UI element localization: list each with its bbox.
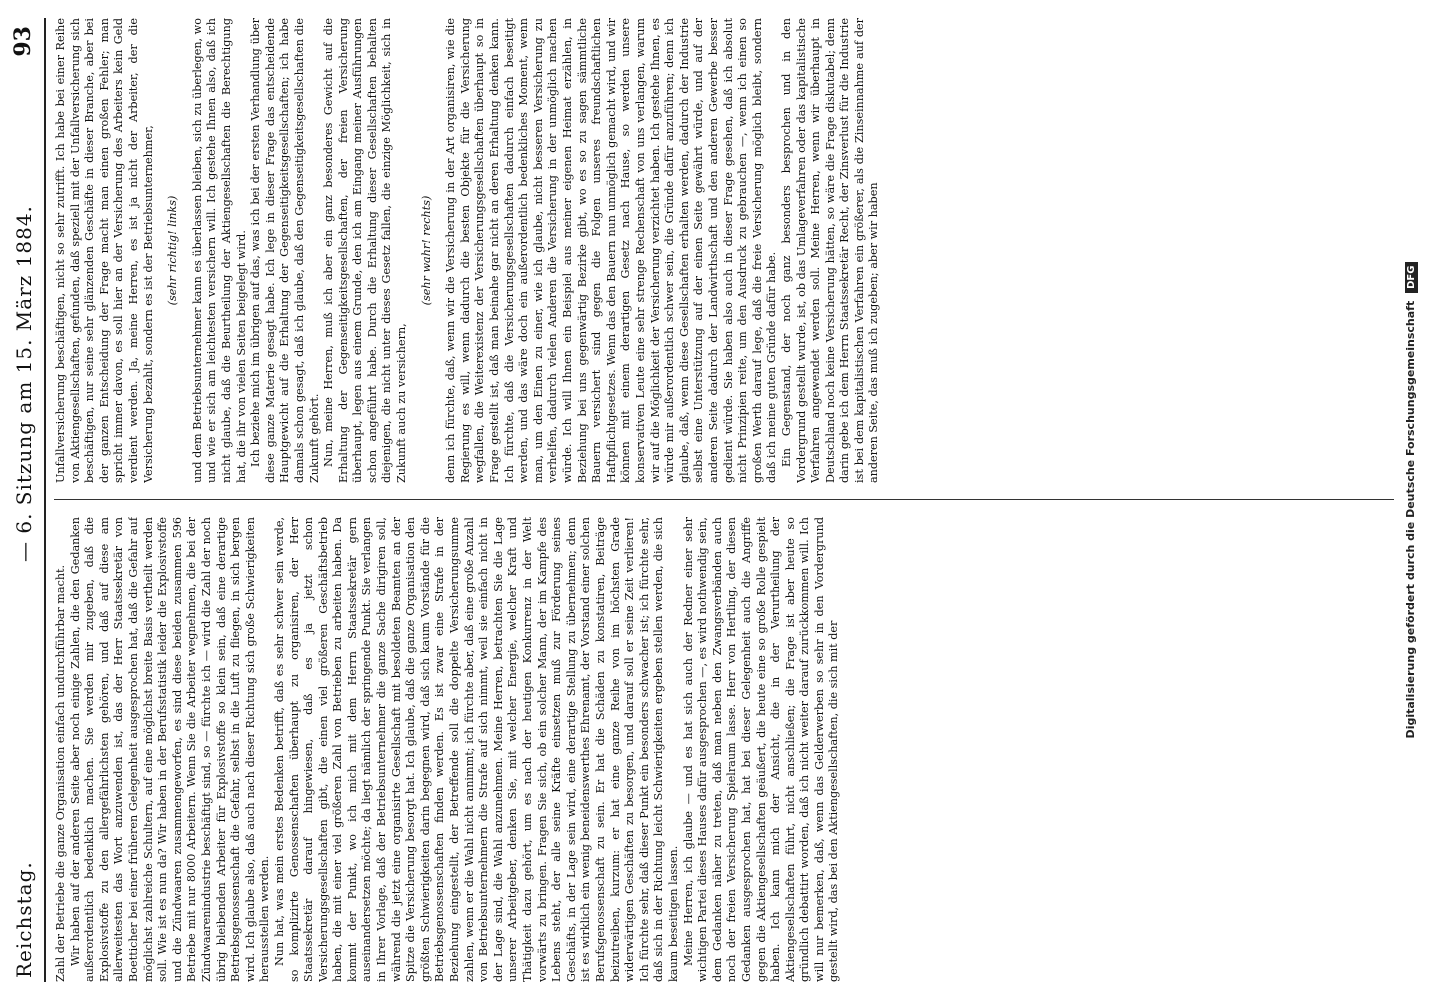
paragraph: Unfallversicherung beschäftigen, nicht so sehr zutrifft. Ich habe bei einer Reihe von Aktiengesellschaften, gefunden, daß speziell mit der Unfallversicherung sich beschäftigen, nur seine sehr glänzenden Geschäfte in dieser Branche, aber bei der ganzen Entscheidung der Frage macht man einen großen Fehler; man spricht immer davon, es soll hier an der Versicherung des Arbeiters kein Geld verdient werden. Ja, meine Herren, es ist ja nicht der Arbeiter, der die Versicherung bezahlt, sondern es ist der Betriebsunternehmer, bbox=[54, 18, 155, 483]
paragraph: Meine Herren, ich glaube — und es hat sich auch der Redner einer sehr wichtigen Partei dieses Hauses dafür ausgesprochen —, es wird nothwendig sein, dem Gedanken näher zu treten, daß man neben den Zwangsverbänden auch noch der freien Versicherung Spielraum lasse. Herr von Hertling, der diesen Gedanken ausgesprochen hat, hat bei dieser Gelegenheit auch die Angriffe gegen die Aktiengesellschaften geäußert, die heute eine so große Rolle gespielt haben. Ich kann mich der Ansicht, die in der Verurtheilung der Aktiengesellschaften führt, nicht anschließen; die Frage ist aber heute so gründlich debattirt worden, daß ich nicht weiter darauf zurückkommen will. Ich will nur bemerken, daß, wenn das Gelderwerben so sehr in den Vordergrund gestellt wird, das bei den Aktiengesellschaften, die sich mit der bbox=[681, 517, 841, 982]
paragraph: denn ich fürchte, daß, wenn wir die Versicherung in der Art organisiren, wie die Regierung es will, wenn dadurch die besten Objekte für die Versicherung wegfallen, die Weiterexistenz der Versicherungsgesellschaften überhaupt so in Frage gestellt ist, daß man beinahe gar nicht an deren Erhaltung denken kann. Ich fürchte, daß die Versicherungsgesellschaften dadurch einfach beseitigt werden, und das wäre doch ein außerordentlich bedenkliches Moment, wenn man, um den Einen zu einer, wie ich glaube, nicht besseren Versicherung zu verhelfen, dadurch vielen Anderen die Versicherung in der unmöglich machen würde. Ich will Ihnen ein Beispiel aus meiner eigenen Heimat erzählen, in Beziehung bei uns gegenwärtig Bezirke gibt, wo es so zu sagen sämmtliche Bauern versichert sind gegen die Folgen unseres freundschaftlichen Haftpflichtgesetzes. Wenn das den Bauern nun unmöglich gemacht wird, und wir können mit einem derartigen Gesetz nach Hause, so werden unsere konservativen Leute eine sehr strenge Rechenschaft von uns verlangen, warum wir auf die Möglichkeit der Versicherung verzichtet haben. Ich gestehe Ihnen, es würde mir außerordentlich schwer sein, die Gründe dafür anzuführen; denn ich glaube, daß, wenn diese Gesellschaften erhalten werden, dadurch der Industrie selbst eine Unterstützung auf der einen Seite gewährt würde, und auf der anderen Seite dadurch der Landwirthschaft und den anderen Gewerbe besser gedient würde. Sie haben also auch in dieser Frage gesehen, daß ich absolut nicht Prinzipien reite, um den Ausdruck zu gebrauchen —, wenn ich einen so großen Werth darauf lege, daß die freie Versicherung möglich bleibt, sondern daß ich meine guten Gründe dafür habe. bbox=[444, 18, 779, 483]
column-divider bbox=[54, 499, 1394, 500]
text-columns bbox=[54, 18, 1394, 982]
page-header bbox=[8, 18, 46, 982]
digitization-footer bbox=[1404, 0, 1428, 1000]
paragraph: Zahl der Betriebe die ganze Organisation einfach undurchführbar macht. bbox=[54, 564, 67, 982]
interjection: (sehr richtig! links) bbox=[166, 195, 180, 306]
dfg-logo: DFG bbox=[1405, 262, 1418, 293]
footer-text: Digitalisierung gefördert durch die Deutsche Forschungsgemeinschaft bbox=[1404, 300, 1417, 739]
paragraph: Nun hat, was mein erstes Bedenken betrifft, daß es sehr schwer sein werde, so komplizirte Genossenschaften überhaupt zu organisiren, der Herr Staatssekretär darauf hingewiesen, daß es ja jetzt schon Versicherungsgesellschaften gibt, die einen viel größeren Geschäftsbetrieb haben, die mit einer viel größeren Zahl von Betrieben zu arbeiten haben. Da kommt der Punkt, wo ich mich mit dem Herrn Staatssekretär gern auseinandersetzen möchte; da liegt nämlich der springende Punkt. Sie verlangen in Ihrer Vorlage, daß der Betriebsunternehmer die ganze Sache dirigiren soll, während die jetzt eine organisirte Gesellschaft mit besoldeten Beamten an der Spitze die Versicherung besorgt hat. Ich glaube, daß die ganze Organisation den größten Schwierigkeiten darin begegnen wird, daß sich kaum Vorstände für die Betriebsgenossenschaften finden werden. Es ist zwar eine Strafe in der Beziehung eingestellt, der Betreffende soll die doppelte Versicherungsumme zahlen, wenn er die Wahl nicht annimmt; ich fürchte aber, daß eine große Anzahl von Betriebsunternehmern die Strafe auf sich nimmt, weil sie einfach nicht in der Lage sind, die Wahl anzunehmen. Meine Herren, betrachten Sie die Lage unserer Arbeitgeber, denken Sie, mit welcher Energie, welcher Kraft und Thätigkeit dazu gehört, um es nach der heutigen Konkurrenz in der Welt vorwärts zu bringen. Fragen Sie sich, ob ein solcher Mann, der im Kampfe des Lebens steht, der alle seine Kräfte einsetzen muß zur Förderung seines Geschäfts, in der Lage sein wird, eine derartige Stellung zu übernehmen; denn ist es wirklich ein wenig beneidenswerthes Ehrenamt, der Vorstand einer solchen Berufsgenossenschaft zu sein. Er hat die Schäden zu konstatiren, Beiträge beizutreiben, kurzum: er hat eine ganze Reihe von im höchsten Grade widerwärtigen Geschäften zu besorgen, und darauf soll er seine Zeit verlieren! Ich fürchte sehr, daß dieser Punkt ein besonders schwacher ist; ich fürchte sehr, daß sich in der Richtung leicht Schwierigkeiten ergeben stellen werden, die sich kaum beseitigen lassen. bbox=[272, 517, 680, 982]
header-session: — 6. Sitzung am 15. März 1884. bbox=[12, 205, 36, 562]
interjection: (sehr wahr! rechts) bbox=[419, 195, 433, 306]
header-left: Reichstag. bbox=[12, 861, 36, 978]
left-column bbox=[54, 517, 1394, 982]
right-column bbox=[54, 18, 1394, 483]
paragraph: Nun, meine Herren, muß ich aber ein ganz besonderes Gewicht auf die Erhaltung der Gegenseitigkeitsgesellschaften, der freien Versicherung überhaupt, legen aus einem Grunde, den ich am Eingang meiner Ausführungen schon angeführt habe. Durch die Erhaltung dieser Gesellschaften behalten diejenigen, die nicht unter dieses Gesetz fallen, die einzige Möglichkeit, sich in Zukunft auch zu versichern, bbox=[322, 18, 409, 483]
paragraph: Wir haben auf der anderen Seite aber noch einige Zahlen, die den Gedanken außerordentlich bedenklich machen. Sie werden mir zugeben, daß die Explosivstoffe zu den allergefährlichsten gehören, und daß auf diese am allerweitesten das Wort anzuwenden ist, das der Herr Staatssekretär von Boetticher bei einer früheren Gelegenheit ausgesprochen hat, daß die Gefahr auf möglichst zahlreiche Schultern, auf eine möglichst breite Basis vertheilt werden soll. Wie ist es nun da? Wir haben in der Berufsstatistik leider die Explosivstoffe und die Zündwaaren zusammengeworfen, es sind diese beiden zusammen 596 Betriebe mit nur 8000 Arbeitern. Wenn Sie die Arbeiter wegnehmen, die bei der Zündwaarenindustrie beschäftigt sind, so — fürchte ich — wird die Zahl der noch übrig bleibenden Arbeiter für Explosivstoffe so klein sein, daß eine derartige Betriebsgenossenschaft die Gefahr, selbst in die Luft zu fliegen, in sich bergen wird. Ich glaube also, daß auch nach dieser Richtung sich große Schwierigkeiten herausstellen werden. bbox=[68, 517, 272, 982]
paragraph: und dem Betriebsunternehmer kann es überlassen bleiben, sich zu überlegen, wo und wie er sich am leichtesten versichern will. Ich gestehe Ihnen also, daß ich nicht glaube, daß die Beurtheilung der Aktiengesellschaften die Berechtigung hat, die ihr von vielen Seiten beigelegt wird. bbox=[190, 18, 248, 483]
page-number: 93 bbox=[10, 26, 36, 57]
paragraph: Ein Gegenstand, der noch ganz besonders besprochen und in den Vordergrund gestellt wurde, ist, ob das Umlageverfahren oder das kapitalistische Verfahren angewendet werden soll. Meine Herren, wenn wir überhaupt in Deutschland noch keine Versicherung hätten, so wäre die Frage diskutabel; denn darin gebe ich dem Herrn Staatssekretär Recht, der Zinsverlust für die Industrie ist bei dem kapitalistischen Verfahren ein größerer, als die Zinseinnahme auf der anderen Seite, das muß ich zugeben; aber wir haben bbox=[779, 18, 881, 483]
paragraph: Ich beziehe mich im übrigen auf das, was ich bei der ersten Verhandlung über diese ganze Materie gesagt habe. Ich lege in dieser Frage das entscheidende Hauptgewicht auf die Erhaltung der Gegenseitigkeitsgesellschaften; ich habe damals schon gesagt, daß ich glaube, daß den Gegenseitigkeitsgesellschaften die Zukunft gehört. bbox=[249, 18, 321, 483]
